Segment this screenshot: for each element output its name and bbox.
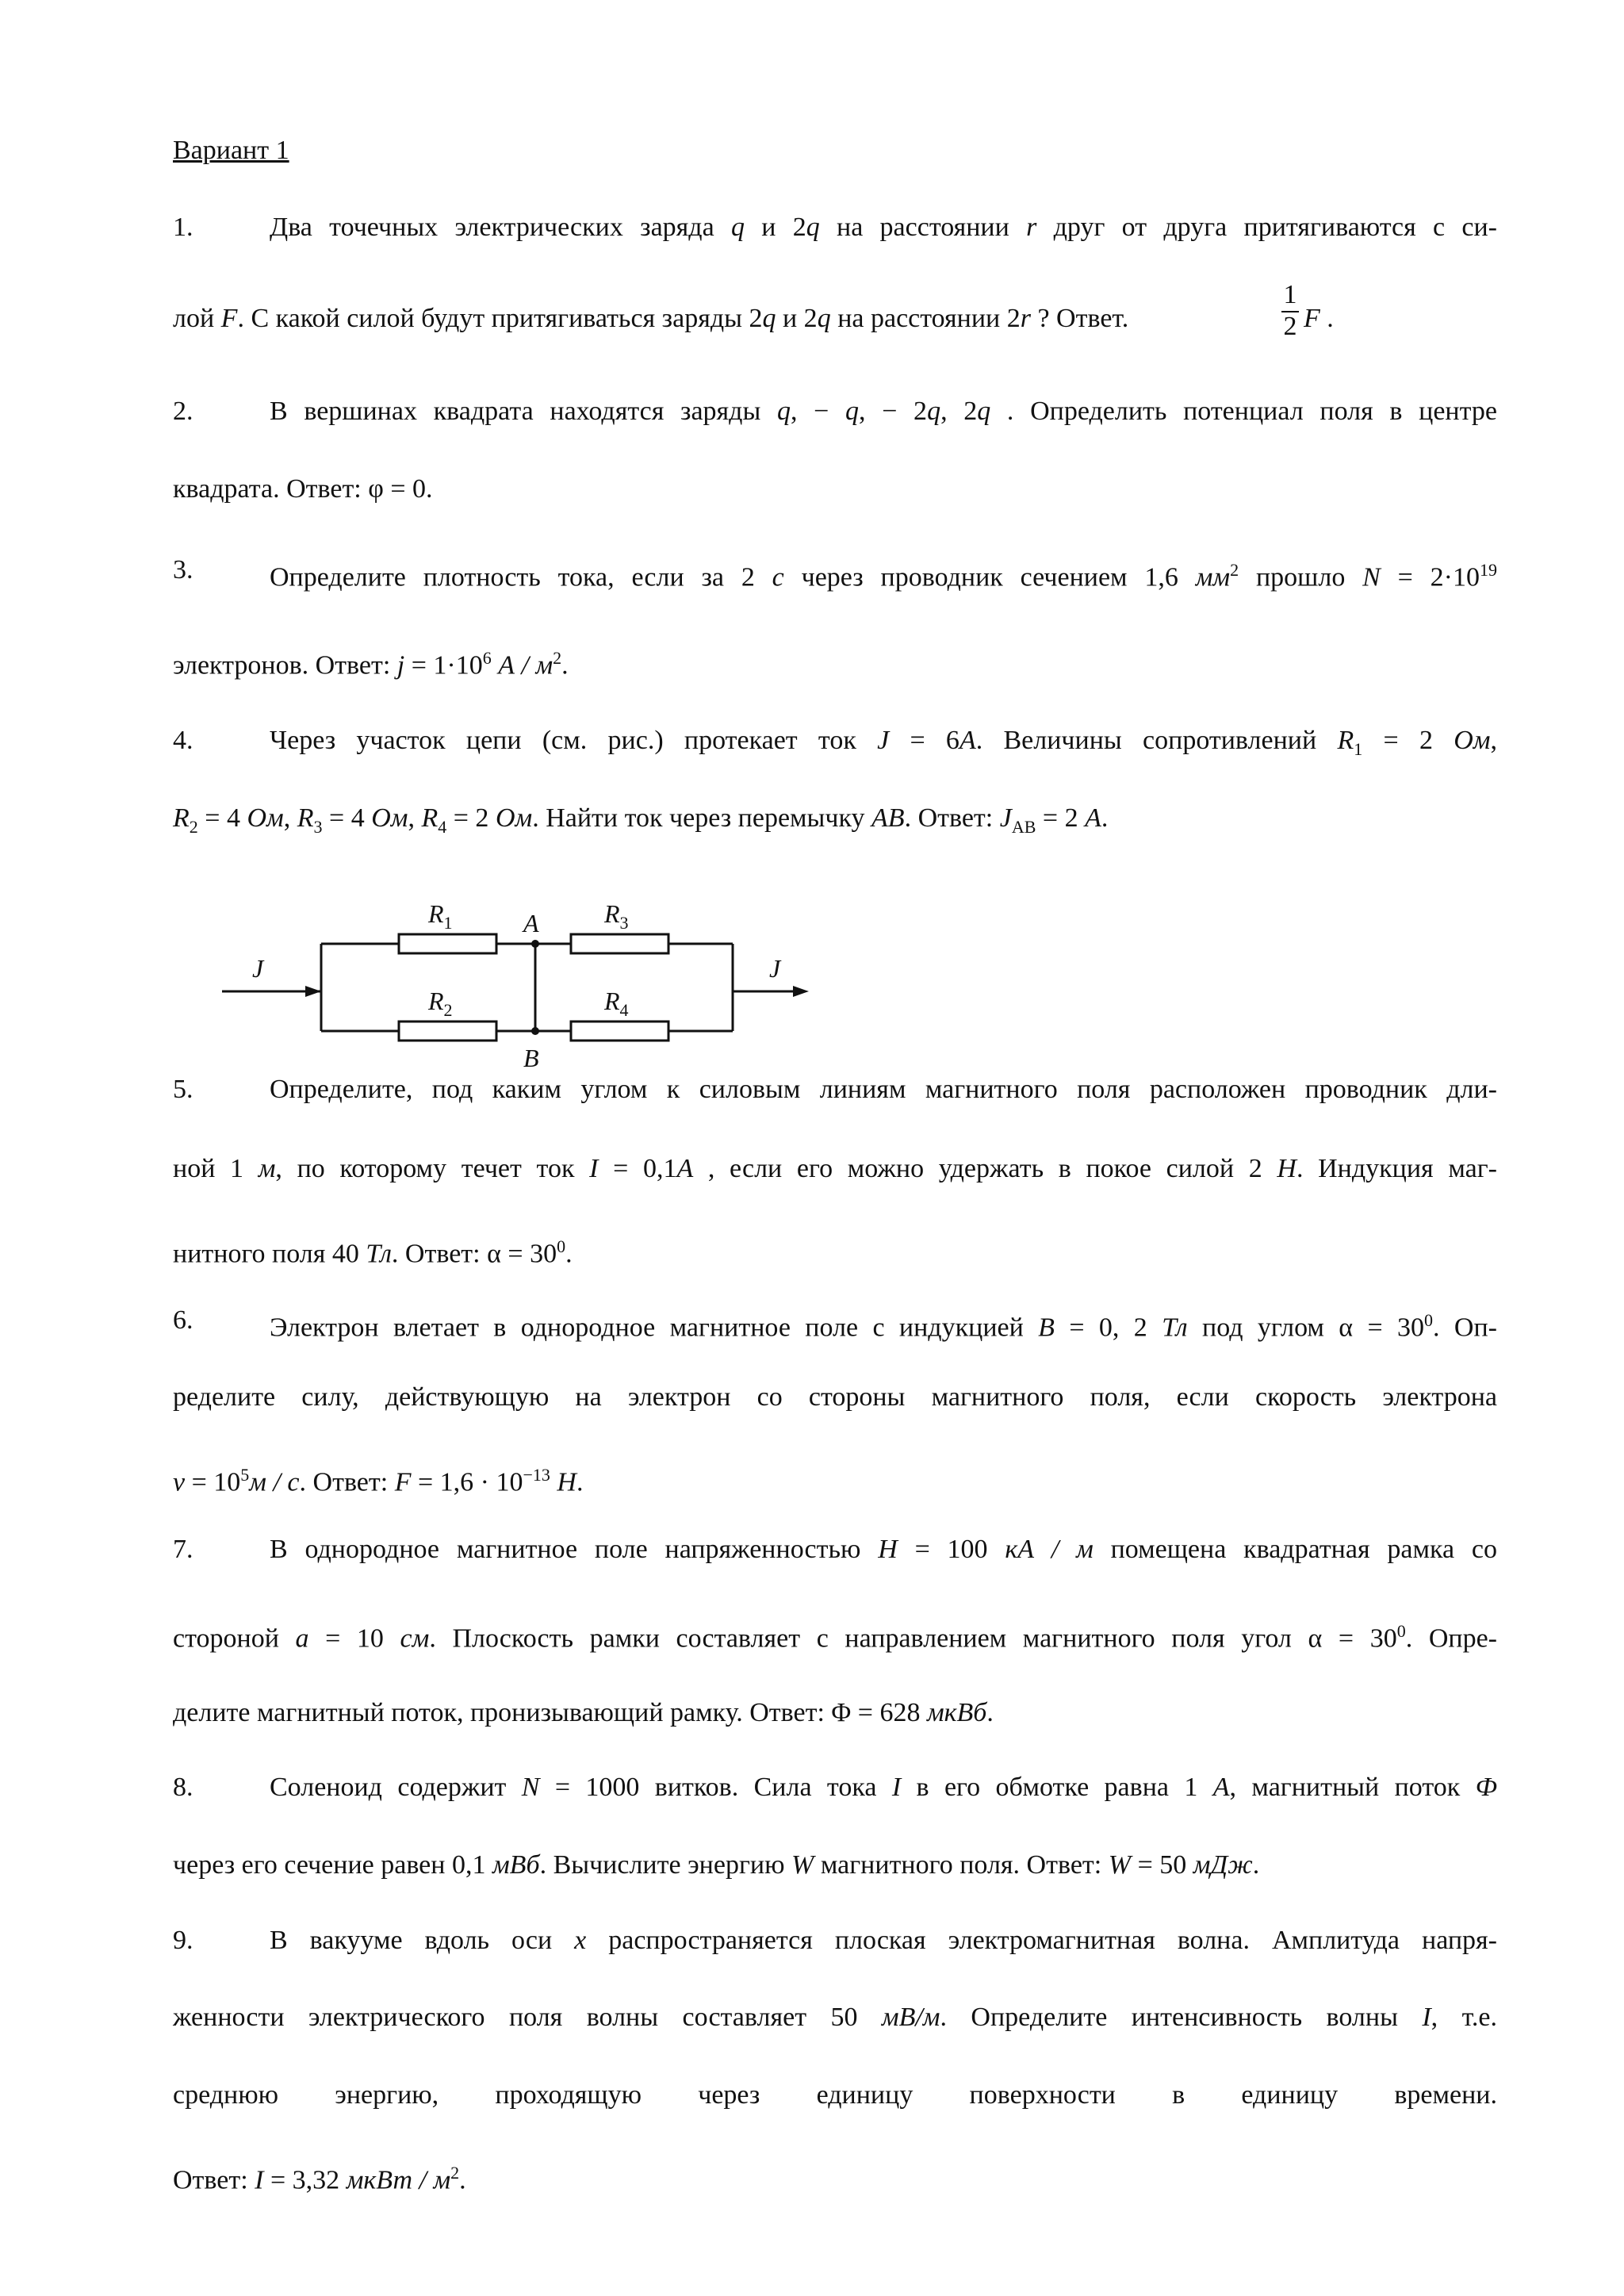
text-run: В вершинах квадрата находятся заряды [270,397,777,426]
problem-number: 5. [173,1075,193,1104]
text-run: . [986,1698,994,1727]
text-run: женности электрического поля волны составляет 50 [173,2003,882,2032]
problem-line [173,1229,1497,1271]
math-symbol: Ом [371,803,408,833]
math-symbol: W [791,1850,814,1880]
text-run: ? Ответ. [1030,304,1129,333]
text-run: делите магнитный поток, пронизывающий рамку. Ответ: Φ = 628 [173,1698,927,1727]
text-run: . Плоскость рамки составляет с направлением магнитного поля угол α = 30 [429,1623,1397,1654]
text-run: , по которому течет ток [275,1154,590,1183]
text-run: = 6 [889,726,959,755]
text-run: в его обмотке равна 1 [901,1773,1213,1802]
math-symbol: Ом [247,803,284,833]
text-run: = 10 [308,1623,400,1654]
superscript: 2 [553,648,562,668]
problem-number: 8. [173,1773,193,1802]
math-symbol: N [521,1773,540,1802]
text-run: прошло [1239,562,1363,592]
math-symbol: v [173,1467,186,1497]
text-run: = 2 [1036,803,1086,833]
label-r2: $R_2$ [428,987,453,1020]
text-run: и 2 [776,304,818,333]
variant-title: Вариант 1 [173,136,289,165]
math-symbol: мВ/м [881,2003,940,2032]
text-run: магнитного поля. Ответ: [814,1850,1109,1880]
superscript: 6 [482,648,492,668]
math-symbol: В [1038,1313,1055,1343]
problem-number: 2. [173,397,193,426]
text-run: . [565,1239,573,1269]
text-run: , т.е. [1431,2003,1497,2032]
text-run: нитного поля 40 [173,1239,366,1269]
math-symbol: I [589,1154,599,1183]
problem-line [173,1152,1497,1186]
math-symbol: R [421,803,439,833]
math-symbol: А [959,726,976,755]
text-run: Два точечных электрических заряда [270,213,731,242]
superscript: 0 [1396,1621,1406,1641]
math-symbol: мкВт / м [346,2165,451,2195]
text-run: через его сечение равен 0,1 [173,1850,492,1880]
math-symbol: q [777,397,791,426]
node-b-dot [531,1027,539,1035]
resistor-r4 [571,1022,668,1041]
math-symbol: W [1108,1850,1132,1880]
problem-line [270,1770,1497,1805]
problem-line [173,1848,1497,1883]
subscript: 3 [313,816,323,837]
problem-line [270,394,1497,429]
problem-number: 3. [173,555,193,585]
problem-line [173,2000,1497,2035]
problem-line [173,472,1497,507]
superscript: 2 [450,2163,460,2183]
text-run: = 4 [322,803,372,833]
text-run: , [408,803,422,833]
superscript: 0 [1424,1310,1434,1330]
math-symbol: АВ [871,803,905,833]
math-symbol: I [1422,2003,1431,2032]
problem-line [173,1458,1497,1500]
text-run: . Найти ток через перемычку [532,803,872,833]
text-run: , − [791,397,846,426]
text-run: друг от друга притягиваются с си- [1036,213,1497,242]
math-symbol: q [730,213,745,242]
text-run: помещена квадратная рамка со [1093,1535,1497,1564]
text-run: через проводник сечением 1,6 [783,562,1196,592]
math-symbol: q [845,397,860,426]
output-arrowhead [793,986,809,997]
math-symbol: I [891,1773,902,1802]
text-run: под углом α = 30 [1187,1313,1425,1343]
math-symbol: R [173,803,190,833]
text-run: ределите силу, действующую на электрон со стороны магнитного поля, если скорость электрона [173,1382,1497,1412]
label-current-out: J [769,954,781,983]
text-run: лой [173,304,221,333]
text-run: . Определить потенциал поля в центре [990,397,1497,426]
text-run: . [459,2165,466,2195]
label-r3: $R_3$ [604,899,629,933]
problem-line [173,2078,1497,2113]
text-run: В вакууме вдоль оси [270,1926,575,1955]
problem-line [270,553,1497,595]
text-run: Соленоид содержит [270,1773,522,1802]
label-r4: $R_4$ [604,987,629,1020]
text-run: , [1490,726,1497,755]
subscript: 1 [1354,738,1363,759]
math-symbol: м / с [249,1467,300,1497]
text-run: . С какой силой будут притягиваться заряды 2 [237,304,763,333]
text-run: = 0, 2 [1054,1313,1162,1343]
problem-line [270,723,1497,767]
text-run: = 10 [185,1467,241,1497]
resistor-r2 [399,1022,496,1041]
text-run: = 1000 витков. Сила тока [539,1773,892,1802]
problem-line [173,1696,1497,1731]
text-run: . Ответ: α = 30 [391,1239,557,1269]
math-symbol: Ом [495,803,533,833]
math-symbol: Тл [1162,1313,1188,1343]
math-symbol: А / м [498,650,553,680]
text-run: Определите, под каким углом к силовым линиям магнитного поля расположен проводник дли- [270,1075,1497,1104]
text-run: = 2 [1362,726,1454,755]
superscript: −13 [523,1465,550,1485]
text-run: = 100 [897,1535,1005,1564]
math-symbol: J [999,803,1012,833]
math-symbol: q [977,397,991,426]
problem-number: 7. [173,1535,193,1564]
math-symbol: м [258,1154,276,1183]
problem-number: 4. [173,726,193,755]
math-symbol: Ф [1475,1773,1497,1802]
text-run: = 4 [197,803,247,833]
superscript: 2 [1230,560,1239,580]
math-symbol: А [676,1154,694,1183]
text-run: . Определите интенсивность волны [940,2003,1423,2032]
text-run: на расстоянии [819,213,1027,242]
text-run: , 2 [940,397,978,426]
text-run: и 2 [744,213,806,242]
text-run: . [1252,1850,1260,1880]
text-run [492,650,499,680]
math-symbol: х [574,1926,587,1955]
math-symbol: R [1337,726,1354,755]
text-run: на расстоянии 2 [830,304,1021,333]
text-run: , если его можно удержать в покое силой 2 [693,1154,1277,1183]
resistor-r3 [571,934,668,953]
math-symbol: q [806,213,820,242]
text-run: стороной [173,1623,296,1654]
math-symbol: R [297,803,314,833]
text-run: . Опре- [1405,1623,1497,1654]
math-symbol: с [772,562,784,592]
math-symbol: F [1304,304,1320,333]
math-symbol: а [295,1623,309,1654]
text-run: среднюю энергию, проходящую через единицу поверхности в единицу времени. [173,2080,1497,2110]
math-symbol: мДж [1193,1850,1253,1880]
text-run: = 1·10 [404,650,483,680]
math-symbol: q [762,304,776,333]
text-run: . Оп- [1433,1313,1497,1343]
text-run: Ответ: [173,2165,255,2195]
superscript: 0 [557,1236,566,1256]
text-run: квадрата. Ответ: φ = 0. [173,474,433,504]
label-node-a: A [523,909,539,937]
math-symbol: кА / м [1005,1535,1094,1564]
fraction-denominator: 2 [1283,312,1297,341]
text-run: В однородное магнитное поле напряженностью [270,1535,879,1564]
text-run: . Ответ: [299,1467,395,1497]
math-symbol: мкВб [926,1698,987,1727]
problem-line [270,210,1497,245]
label-r1: $R_1$ [428,899,453,933]
text-run: . [561,650,569,680]
fraction-variable [1304,301,1334,336]
text-run: . [576,1467,584,1497]
problem-line [173,2156,1497,2198]
text-run: распространяется плоская электромагнитная волна. Амплитуда напря- [586,1926,1497,1955]
label-current-in: J [252,954,264,983]
math-symbol: Тл [366,1239,392,1269]
math-symbol: Н [1277,1154,1297,1183]
math-symbol: q [927,397,941,426]
text-run: . Ответ: [904,803,1000,833]
problem-number: 9. [173,1926,193,1955]
math-symbol: q [817,304,831,333]
text-run: . [1320,304,1334,333]
problem-line [270,1923,1497,1958]
math-symbol: r [1020,304,1031,333]
text-run: Электрон влетает в однородное магнитное поле с индукцией [270,1313,1039,1343]
text-run: . [1101,803,1109,833]
text-run: , магнитный поток [1229,1773,1476,1802]
math-symbol: Н [878,1535,898,1564]
text-run: ной 1 [173,1154,259,1183]
resistor-r1 [399,934,496,953]
text-run: = 50 [1131,1850,1193,1880]
text-run: Определите плотность тока, если за 2 [270,562,772,592]
subscript: AB [1011,816,1036,837]
subscript: 2 [189,816,198,837]
math-symbol: J [877,726,890,755]
input-arrowhead [305,986,321,997]
label-node-b: B [523,1044,539,1072]
text-run: . Вычислите энергию [539,1850,792,1880]
math-symbol: I [255,2165,264,2195]
text-run: . Величины сопротивлений [975,726,1338,755]
math-symbol: мВб [492,1850,540,1880]
subscript: 4 [438,816,447,837]
node-a-dot [531,940,539,948]
math-symbol: j [396,650,405,680]
problem-line [270,1072,1497,1107]
text-run: = 3,32 [263,2165,347,2195]
text-run: . Индукция маг- [1296,1154,1497,1183]
text-run: Через участок цепи (см. рис.) протекает ток [270,726,878,755]
math-symbol: N [1362,562,1381,592]
text-run: электронов. Ответ: [173,650,397,680]
math-symbol: r [1026,213,1037,242]
fraction-numerator: 1 [1283,280,1297,309]
problem-line [270,1532,1497,1567]
problem-line [270,1303,1497,1345]
problem-line [173,1380,1497,1415]
math-symbol: Ом [1454,726,1491,755]
text-run: , [283,803,297,833]
problem-line [173,641,1497,683]
text-run: = 2·10 [1380,562,1480,592]
math-symbol: мм [1195,562,1231,592]
text-run: = 0,1 [598,1154,677,1183]
math-symbol: F [220,304,238,333]
superscript: 19 [1480,560,1498,580]
math-symbol: А [1212,1773,1230,1802]
superscript: 5 [240,1465,250,1485]
problem-number: 1. [173,213,193,242]
math-symbol: Н [557,1467,576,1497]
math-symbol: А [1085,803,1101,833]
text-run: = 1,6 · 10 [411,1467,523,1497]
problem-number: 6. [173,1305,193,1335]
problem-line [173,1614,1497,1656]
math-symbol: F [394,1467,412,1497]
math-symbol: см [400,1623,430,1654]
text-run: = 2 [446,803,496,833]
text-run: , − 2 [859,397,928,426]
problem-line [173,801,1497,845]
